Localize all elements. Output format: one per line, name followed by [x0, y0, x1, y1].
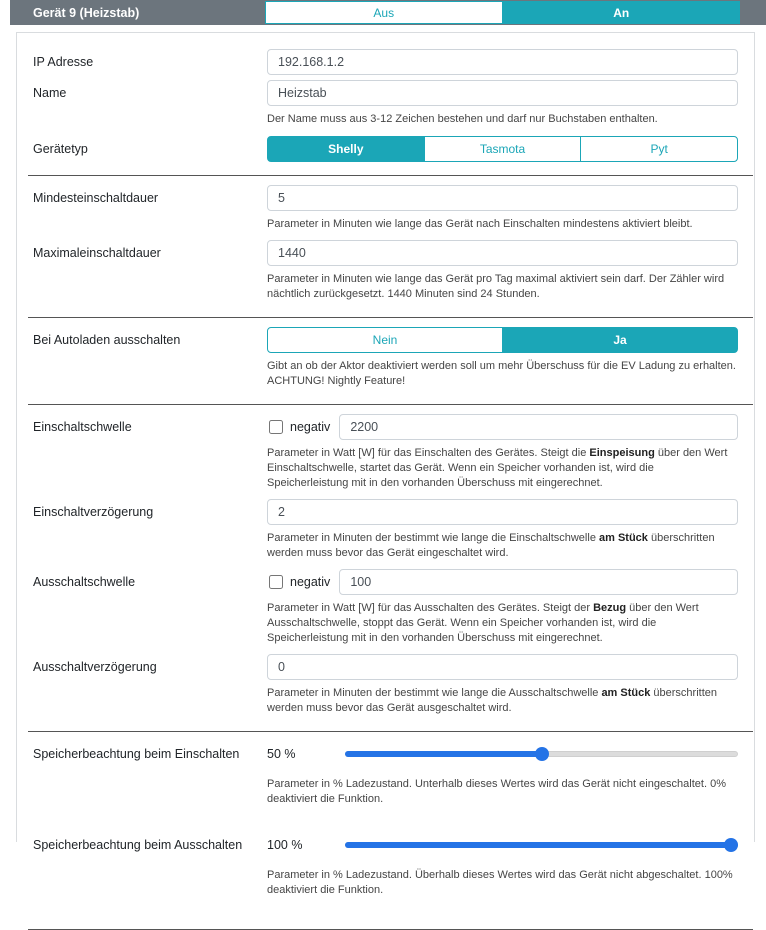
- battery-soc-on-label: Speicherbeachtung beim Einschalten: [33, 747, 240, 761]
- section-divider: [28, 317, 753, 318]
- slider-fill: [345, 842, 738, 848]
- auto-charge-off-yes-button[interactable]: Ja: [502, 327, 738, 353]
- min-on-duration-label: Mindesteinschaltdauer: [33, 191, 159, 205]
- battery-soc-off-help: Parameter in % Ladezustand. Überhalb dieses Wertes wird das Gerät nicht abgeschaltet. 100% deaktiviert die Funktion.: [267, 869, 733, 896]
- off-threshold-label: Ausschaltschwelle: [33, 575, 136, 589]
- max-on-duration-help: Parameter in Minuten wie lange das Gerät pro Tag maximal aktiviert sein darf. Der Zähler wird nächtlich zurückgesetzt. 1440 Minuten sind 24 Stunden.: [267, 273, 725, 300]
- name-label: Name: [33, 86, 67, 100]
- power-off-button[interactable]: Aus: [265, 1, 503, 24]
- auto-charge-off-toggle: [267, 327, 738, 353]
- device-type-option-tasmota[interactable]: Tasmota: [424, 136, 582, 162]
- name-help: Der Name muss aus 3-12 Zeichen bestehen und darf nur Buchstaben enthalten.: [267, 113, 658, 125]
- on-threshold-negative-checkbox[interactable]: [269, 420, 283, 434]
- min-on-duration-help: Parameter in Minuten wie lange das Gerät nach Einschalten mindestens aktiviert bleibt.: [267, 218, 693, 230]
- slider-fill: [345, 751, 542, 757]
- battery-soc-on-help: Parameter in % Ladezustand. Unterhalb dieses Wertes wird das Gerät nicht eingeschaltet. 0% deaktiviert die Funktion.: [267, 778, 726, 805]
- on-threshold-input[interactable]: [339, 414, 738, 440]
- section-divider: [28, 404, 753, 405]
- section-divider: [28, 175, 753, 176]
- name-row: [33, 80, 738, 129]
- on-threshold-negative-label: negativ: [290, 420, 331, 434]
- battery-soc-on-slider[interactable]: [345, 747, 738, 761]
- max-on-duration-label: Maximaleinschaltdauer: [33, 246, 161, 260]
- on-delay-input[interactable]: [267, 499, 738, 525]
- ip-address-row: [33, 49, 738, 75]
- device-title: Gerät 9 (Heizstab): [33, 5, 140, 20]
- device-header-bar: [10, 0, 766, 25]
- auto-charge-off-label: Bei Autoladen ausschalten: [33, 333, 181, 347]
- off-delay-row: [33, 654, 738, 718]
- auto-charge-off-no-button[interactable]: Nein: [267, 327, 503, 353]
- on-delay-help: Parameter in Minuten der bestimmt wie lange die Einschaltschwelle am Stück überschritten werden muss bevor das Gerät eingeschaltet wird.: [267, 532, 715, 559]
- on-threshold-help: Parameter in Watt [W] für das Einschalten des Gerätes. Steigt die Einspeisung über den Wert Einschaltschwelle, startet das Gerät. Wenn ein Speicher vorhanden ist, wird die Speicherleistung mit in den vorhanden Überschuss mit eingerechnet.: [267, 447, 728, 489]
- name-input[interactable]: [267, 80, 738, 106]
- max-on-duration-row: [33, 240, 738, 304]
- off-threshold-negative-label: negativ: [290, 575, 331, 589]
- off-threshold-row: [33, 569, 738, 648]
- min-on-duration-input[interactable]: [267, 185, 738, 211]
- max-on-duration-input[interactable]: [267, 240, 738, 266]
- power-toggle-group: [265, 1, 740, 24]
- battery-soc-off-slider[interactable]: [345, 838, 738, 852]
- section-divider: [28, 731, 753, 732]
- slider-thumb[interactable]: [535, 747, 549, 761]
- device-type-option-shelly[interactable]: Shelly: [267, 136, 425, 162]
- off-threshold-help: Parameter in Watt [W] für das Ausschalten des Gerätes. Steigt der Bezug über den Wert Ausschaltschwelle, stoppt das Gerät. Wenn ein Speicher vorhanden ist, wird die Speicherleistung mit in den vorhanden Überschuss mit eingerechnet.: [267, 602, 699, 644]
- device-type-option-pyt[interactable]: Pyt: [580, 136, 738, 162]
- battery-soc-off-value: 100 %: [267, 838, 303, 852]
- battery-soc-on-value: 50 %: [267, 747, 296, 761]
- auto-charge-off-help: Gibt an ob der Aktor deaktiviert werden soll um mehr Überschuss für die EV Ladung zu erhalten. ACHTUNG! Nightly Feature!: [267, 360, 736, 387]
- device-type-row: [33, 136, 738, 162]
- on-threshold-row: [33, 414, 738, 493]
- off-threshold-negative-checkbox[interactable]: [269, 575, 283, 589]
- off-delay-input[interactable]: [267, 654, 738, 680]
- min-on-duration-row: [33, 185, 738, 234]
- device-type-group: [267, 136, 738, 162]
- off-delay-help: Parameter in Minuten der bestimmt wie lange die Ausschaltschwelle am Stück überschritten werden muss bevor das Gerät ausgeschaltet wird.: [267, 687, 718, 714]
- off-delay-label: Ausschaltverzögerung: [33, 660, 157, 674]
- off-threshold-input[interactable]: [339, 569, 738, 595]
- battery-soc-off-label: Speicherbeachtung beim Ausschalten: [33, 838, 243, 852]
- on-threshold-label: Einschaltschwelle: [33, 420, 132, 434]
- on-delay-row: [33, 499, 738, 563]
- slider-thumb[interactable]: [724, 838, 738, 852]
- device-settings-card: [16, 32, 755, 896]
- power-on-button[interactable]: An: [503, 1, 741, 24]
- ip-address-input[interactable]: [267, 49, 738, 75]
- device-type-label: Gerätetyp: [33, 142, 88, 156]
- on-delay-label: Einschaltverzögerung: [33, 505, 154, 519]
- battery-soc-off-row: [33, 832, 738, 916]
- auto-charge-off-row: [33, 327, 738, 391]
- ip-address-label: IP Adresse: [33, 55, 94, 69]
- battery-soc-on-row: [33, 741, 738, 825]
